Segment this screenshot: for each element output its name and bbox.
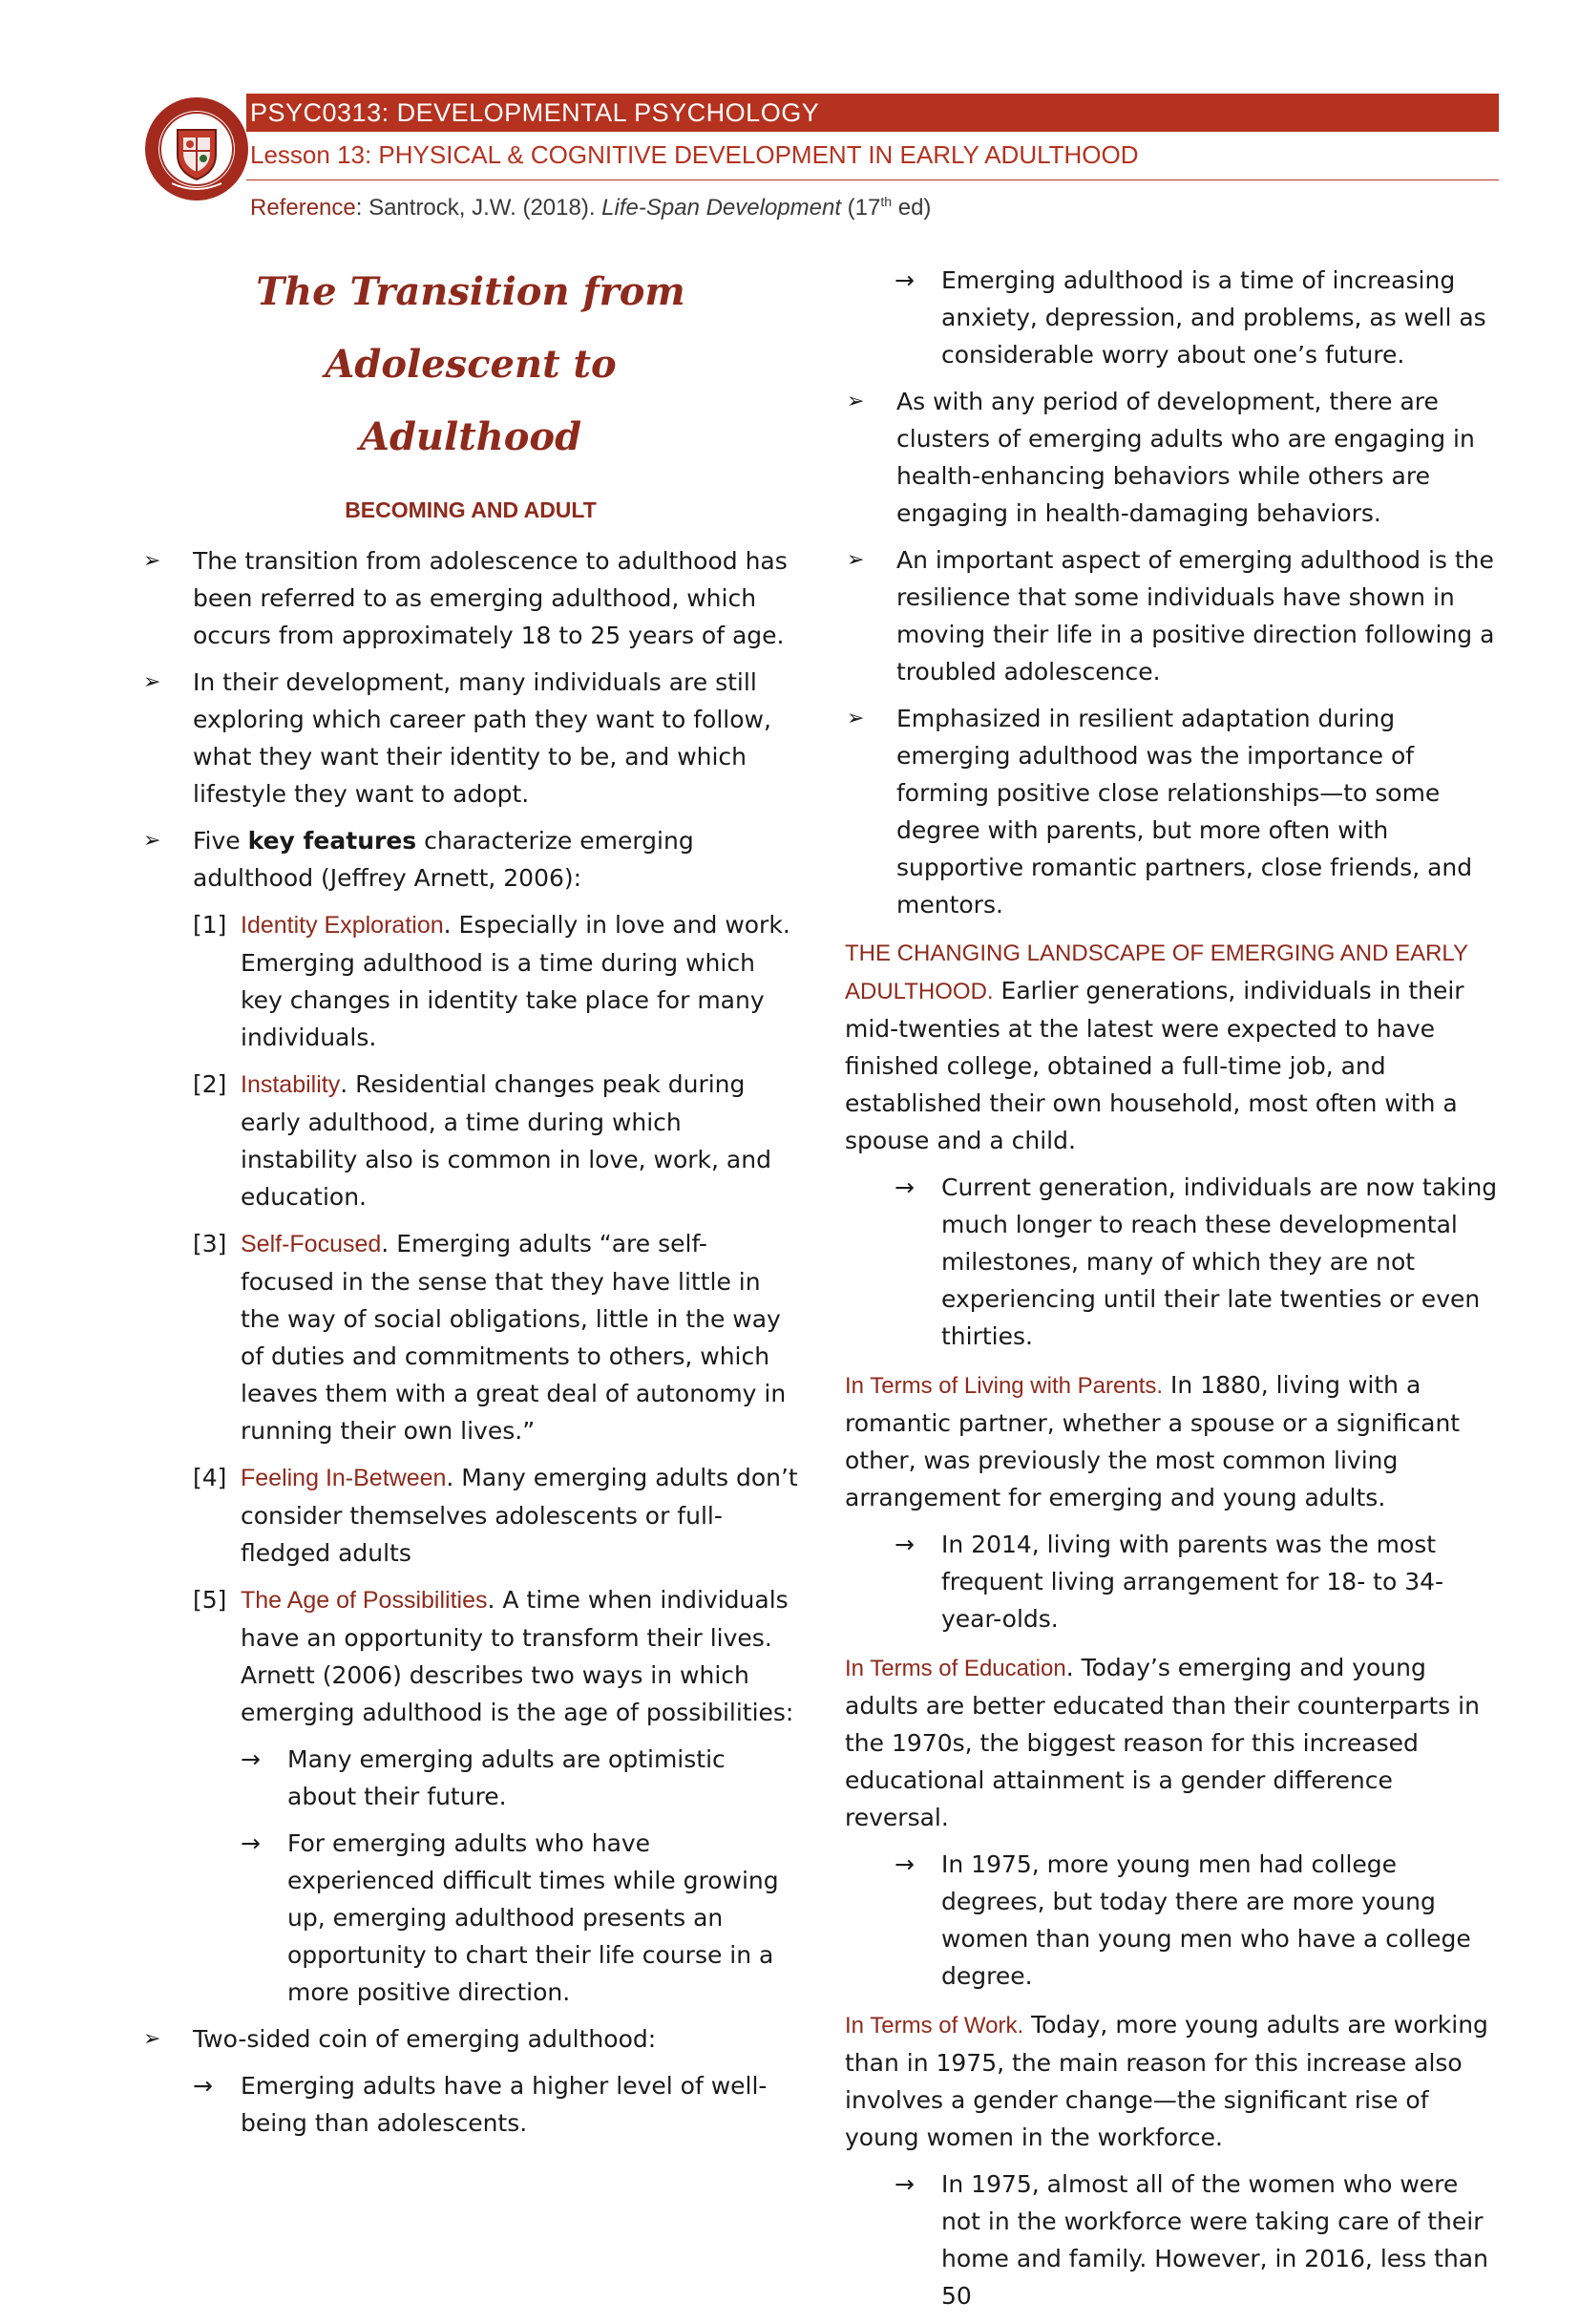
- page-title-line2: Adulthood: [359, 414, 582, 459]
- coin-item: [141, 2067, 800, 2142]
- work-text: Today, more young adults are working than in 1975, the main reason for this increase also involves a gender change—the significant rise of young women in the workforce.: [845, 2011, 1488, 2151]
- arrow-right-icon: →: [895, 1531, 915, 1558]
- bullet-item: [141, 822, 800, 897]
- right-bullet-list: [845, 383, 1504, 923]
- work-heading: In Terms of Work.: [845, 2013, 1024, 2039]
- feature-text: . A time when individuals have an opportunity to transform their lives. Arnett (2006) describes two ways in which emerging adulthood is the age of possibilities:: [241, 1586, 794, 1726]
- bullet-item: [845, 383, 1504, 532]
- reference-edition-pre: (17: [841, 195, 881, 221]
- living-arrow-text: In 2014, living with parents was the most frequent living arrangement for 18- to 34-year-olds.: [941, 1531, 1444, 1633]
- reference-edition-post: ed): [892, 195, 932, 221]
- bullet-item: [141, 542, 800, 654]
- landscape-paragraph: [845, 935, 1504, 1159]
- arrow-right-icon: →: [193, 2072, 213, 2100]
- bullet-item: [845, 700, 1504, 923]
- bullet-text: Two-sided coin of emerging adulthood:: [193, 2025, 657, 2053]
- course-title-bar: [246, 94, 1499, 132]
- bullet-arrowhead-icon: ➢: [143, 2027, 161, 2051]
- bullet-text-post: characterize emerging adulthood (Jeffrey Arnett, 2006):: [193, 827, 694, 892]
- coin-item: [845, 262, 1504, 373]
- feature-name: Instability: [241, 1071, 341, 1098]
- living-paragraph: [845, 1366, 1504, 1516]
- bullet-arrowhead-icon: ➢: [847, 548, 865, 572]
- coin-text: Emerging adulthood is a time of increasing anxiety, depression, and problems, as well as considerable worry about one’s future.: [941, 266, 1486, 369]
- living-heading: In Terms of Living with Parents.: [845, 1373, 1164, 1399]
- feature-number: [4]: [193, 1464, 227, 1491]
- bullet-text: In their development, many individuals are still exploring which career path they want to follow, what they want their identity to be, and which lifestyle they want to adopt.: [193, 668, 771, 808]
- landscape-arrow-text: Current generation, individuals are now taking much longer to reach these developmental milestones, many of which they are not experiencing until their late twenties or even thirties.: [941, 1173, 1498, 1350]
- feature-name: Identity Exploration: [241, 912, 444, 939]
- left-column: [141, 256, 800, 2151]
- coin-text: Emerging adults have a higher level of well-being than adolescents.: [241, 2072, 768, 2137]
- bullet-text: As with any period of development, there are clusters of emerging adults who are engaging in health-enhancing behaviors while others are engaging in health-damaging behaviors.: [896, 388, 1475, 527]
- living-text: In 1880, living with a romantic partner, whether a spouse or a significant other, was previously the most common living arrangement for emerging and young adults.: [845, 1371, 1461, 1511]
- feature-number: [5]: [193, 1586, 227, 1614]
- bullet-text-bold: key features: [247, 827, 417, 855]
- bullet-text: An important aspect of emerging adulthood is the resilience that some individuals have shown in moving their life in a positive direction following a troubled adolescence.: [896, 546, 1495, 686]
- bullet-item: [845, 541, 1504, 690]
- possibility-text: Many emerging adults are optimistic about their future.: [287, 1745, 726, 1810]
- feature-item: [141, 906, 800, 1056]
- landscape-heading-line2: ADULTHOOD.: [845, 979, 994, 1004]
- feature-item: [141, 1581, 800, 1731]
- possibility-item: [141, 1825, 800, 2011]
- lesson-title: Lesson 13: PHYSICAL & COGNITIVE DEVELOPMENT IN EARLY ADULTHOOD: [250, 140, 1139, 169]
- feature-item: [141, 1459, 800, 1572]
- bullet-arrowhead-icon: ➢: [143, 549, 161, 573]
- arrow-right-icon: →: [241, 1829, 261, 1857]
- feature-name: Self-Focused: [241, 1231, 382, 1257]
- university-seal-icon: [143, 95, 250, 202]
- course-title: PSYC0313: DEVELOPMENTAL PSYCHOLOGY: [250, 98, 820, 127]
- arrow-right-icon: →: [895, 1850, 915, 1878]
- education-arrow-item: [845, 1846, 1504, 1995]
- work-arrow-text: In 1975, almost all of the women who were not in the workforce were taking care of their home and family. However, in 2016, less than 50: [941, 2170, 1488, 2310]
- section-heading: BECOMING AND ADULT: [345, 497, 597, 522]
- arrow-right-icon: →: [895, 1173, 915, 1201]
- arrow-right-icon: →: [895, 266, 915, 294]
- bullet-arrowhead-icon: ➢: [143, 829, 161, 853]
- education-text: . Today’s emerging and young adults are better educated than their counterparts in the 1970s, the biggest reason for this increased educational attainment is a gender difference reversal.: [845, 1654, 1480, 1831]
- bullet-text: The transition from adolescence to adulthood has been referred to as emerging adulthood, which occurs from approximately 18 to 25 years of age.: [193, 547, 788, 649]
- feature-text: . Especially in love and work. Emerging adulthood is a time during which key changes in identity take place for many individuals.: [241, 911, 790, 1051]
- page-title-line1: The Transition from Adolescent to: [256, 269, 685, 387]
- bullet-item: [141, 2020, 800, 2058]
- feature-text: . Many emerging adults don’t consider themselves adolescents or full-fledged adults: [241, 1464, 798, 1567]
- education-arrow-text: In 1975, more young men had college degrees, but today there are more young women than young men who have a college degree.: [941, 1850, 1471, 1990]
- feature-text: . Emerging adults “are self-focused in the sense that they have little in the way of social obligations, little in the way of duties and commitments to others, which leaves them with a great deal of autonomy in running their own lives.”: [241, 1230, 787, 1445]
- bullet-arrowhead-icon: ➢: [847, 707, 865, 730]
- reference-edition-sup: th: [880, 194, 893, 209]
- feature-item: [141, 1225, 800, 1449]
- feature-number: [1]: [193, 911, 227, 939]
- work-arrow-item: [845, 2166, 1504, 2314]
- landscape-heading-line1: THE CHANGING LANDSCAPE OF EMERGING AND EARLY: [845, 940, 1469, 966]
- living-arrow-item: [845, 1526, 1504, 1637]
- page-title: [141, 256, 800, 474]
- reference-label: Reference: [250, 195, 356, 221]
- possibility-text: For emerging adults who have experienced difficult times while growing up, emerging adulthood presents an opportunity to chart their life course in a more positive direction.: [287, 1829, 779, 2006]
- bullet-text-pre: Five: [193, 827, 248, 855]
- feature-number: [2]: [193, 1070, 227, 1098]
- feature-name: The Age of Possibilities: [241, 1587, 488, 1614]
- feature-number: [3]: [193, 1230, 227, 1257]
- reference-line: [250, 191, 931, 225]
- bullet-text: Emphasized in resilient adaptation during emerging adulthood was the importance of forming positive close relationships—to some degree with parents, but more often with supportive romantic partners, close friends, and mentors.: [896, 705, 1473, 919]
- education-heading: In Terms of Education: [845, 1656, 1066, 1681]
- reference-book-title: Life-Span Development: [601, 195, 841, 221]
- bullet-arrowhead-icon: ➢: [847, 390, 865, 413]
- work-paragraph: [845, 2006, 1504, 2156]
- feature-name: Feeling In-Between: [241, 1465, 447, 1491]
- landscape-arrow-item: [845, 1169, 1504, 1355]
- feature-item: [141, 1066, 800, 1215]
- bullet-arrowhead-icon: ➢: [143, 670, 161, 694]
- possibility-item: [141, 1741, 800, 1815]
- main-bullet-list: [141, 542, 800, 897]
- reference-text: : Santrock, J.W. (2018).: [355, 195, 602, 221]
- arrow-right-icon: →: [241, 1745, 261, 1773]
- arrow-right-icon: →: [895, 2170, 915, 2198]
- feature-text: . Residential changes peak during early adulthood, a time during which instability also is common in love, work, and education.: [241, 1070, 771, 1211]
- coin-bullet-list: [141, 2020, 800, 2058]
- right-column: [845, 256, 1504, 2324]
- education-paragraph: [845, 1649, 1504, 1836]
- bullet-item: [141, 664, 800, 813]
- landscape-text: Earlier generations, individuals in their mid-twenties at the latest were expected to have finished college, obtained a full-time job, and established their own household, most often with a spouse and a child.: [845, 977, 1464, 1154]
